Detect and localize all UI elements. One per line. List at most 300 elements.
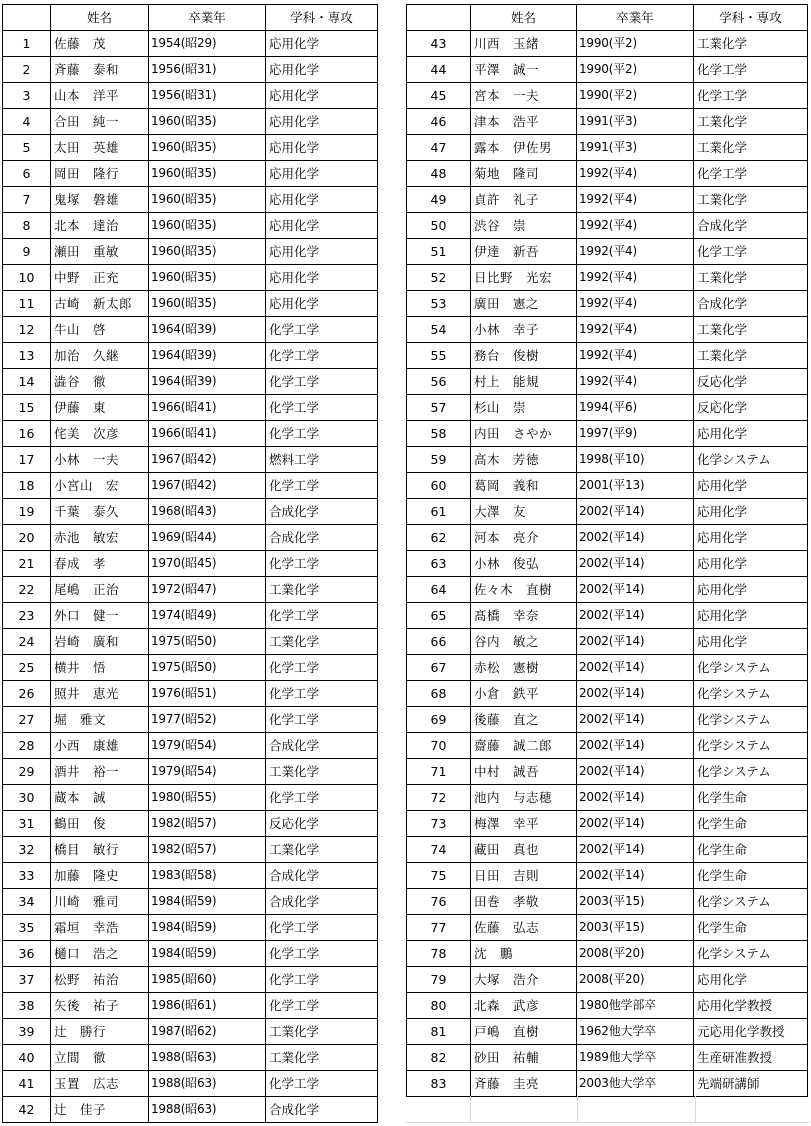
person-name: 尾嶋 正治 bbox=[51, 577, 149, 603]
graduation-year: 1992(平4) bbox=[577, 291, 694, 317]
table-row bbox=[3, 135, 378, 161]
table-row bbox=[3, 889, 378, 915]
row-number: 24 bbox=[3, 629, 51, 655]
person-name: 小倉 鉄平 bbox=[471, 681, 577, 707]
graduation-year: 1992(平4) bbox=[577, 317, 694, 343]
table-row bbox=[407, 395, 808, 421]
person-name: 外口 健一 bbox=[51, 603, 149, 629]
person-name: 平澤 誠一 bbox=[471, 57, 577, 83]
graduation-year: 1988(昭63) bbox=[149, 1097, 266, 1123]
table-row bbox=[407, 31, 808, 57]
table-row bbox=[3, 161, 378, 187]
graduation-year: 1976(昭51) bbox=[149, 681, 266, 707]
table-row bbox=[3, 239, 378, 265]
department: 応用化学 bbox=[266, 161, 378, 187]
header-no bbox=[407, 5, 471, 31]
row-number: 27 bbox=[3, 707, 51, 733]
graduation-year: 1960(昭35) bbox=[149, 109, 266, 135]
header-row bbox=[3, 5, 378, 31]
department: 化学生命 bbox=[694, 837, 808, 863]
person-name: 酒井 裕一 bbox=[51, 759, 149, 785]
person-name: 戸嶋 直樹 bbox=[471, 1019, 577, 1045]
department: 合成化学 bbox=[266, 1097, 378, 1123]
department: 応用化学 bbox=[694, 421, 808, 447]
table-body-right bbox=[407, 31, 808, 1097]
row-number: 10 bbox=[3, 265, 51, 291]
table-row bbox=[407, 187, 808, 213]
department: 応用化学 bbox=[694, 577, 808, 603]
graduation-year: 1979(昭54) bbox=[149, 733, 266, 759]
graduation-year: 1960(昭35) bbox=[149, 187, 266, 213]
person-name: 砂田 祐輔 bbox=[471, 1045, 577, 1071]
department: 工業化学 bbox=[266, 759, 378, 785]
row-number: 70 bbox=[407, 733, 471, 759]
row-number: 69 bbox=[407, 707, 471, 733]
department: 化学システム bbox=[694, 655, 808, 681]
department: 化学工学 bbox=[266, 473, 378, 499]
department: 化学工学 bbox=[266, 421, 378, 447]
department: 化学システム bbox=[694, 889, 808, 915]
graduation-year: 1960(昭35) bbox=[149, 239, 266, 265]
table-row bbox=[3, 577, 378, 603]
person-name: 加藤 隆史 bbox=[51, 863, 149, 889]
table-row bbox=[3, 343, 378, 369]
table-row bbox=[3, 525, 378, 551]
graduation-year: 1991(平3) bbox=[577, 135, 694, 161]
department: 化学工学 bbox=[266, 915, 378, 941]
row-number: 73 bbox=[407, 811, 471, 837]
table-row bbox=[3, 785, 378, 811]
person-name: 侘美 次彦 bbox=[51, 421, 149, 447]
graduation-year: 2002(平14) bbox=[577, 577, 694, 603]
row-number: 67 bbox=[407, 655, 471, 681]
department: 合成化学 bbox=[694, 213, 808, 239]
row-number: 9 bbox=[3, 239, 51, 265]
row-number: 78 bbox=[407, 941, 471, 967]
graduation-year: 1960(昭35) bbox=[149, 161, 266, 187]
alumni-table-right bbox=[406, 4, 808, 1097]
graduation-year: 2002(平14) bbox=[577, 525, 694, 551]
person-name: 春成 孝 bbox=[51, 551, 149, 577]
table-row bbox=[3, 759, 378, 785]
person-name: 堀 雅文 bbox=[51, 707, 149, 733]
person-name: 髙橋 幸奈 bbox=[471, 603, 577, 629]
row-number: 56 bbox=[407, 369, 471, 395]
row-number: 38 bbox=[3, 993, 51, 1019]
department: 化学工学 bbox=[266, 785, 378, 811]
row-number: 81 bbox=[407, 1019, 471, 1045]
row-number: 17 bbox=[3, 447, 51, 473]
department: 化学工学 bbox=[266, 317, 378, 343]
department: 応用化学教授 bbox=[694, 993, 808, 1019]
department: 工業化学 bbox=[694, 109, 808, 135]
table-row bbox=[407, 447, 808, 473]
table-row bbox=[407, 83, 808, 109]
table-row bbox=[3, 707, 378, 733]
person-name: 宮本 一夫 bbox=[471, 83, 577, 109]
person-name: 鬼塚 磐雄 bbox=[51, 187, 149, 213]
table-row bbox=[3, 629, 378, 655]
header-year: 卒業年 bbox=[149, 5, 266, 31]
person-name: 池内 与志穂 bbox=[471, 785, 577, 811]
table-row bbox=[407, 1019, 808, 1045]
department: 応用化学 bbox=[266, 265, 378, 291]
person-name: 田巻 孝敬 bbox=[471, 889, 577, 915]
person-name: 内田 さやか bbox=[471, 421, 577, 447]
row-number: 83 bbox=[407, 1071, 471, 1097]
department: 化学システム bbox=[694, 733, 808, 759]
person-name: 川西 玉緒 bbox=[471, 31, 577, 57]
person-name: 大澤 友 bbox=[471, 499, 577, 525]
person-name: 瀬田 重敏 bbox=[51, 239, 149, 265]
row-number: 22 bbox=[3, 577, 51, 603]
person-name: 岡田 隆行 bbox=[51, 161, 149, 187]
person-name: 谷内 敏之 bbox=[471, 629, 577, 655]
row-number: 4 bbox=[3, 109, 51, 135]
department: 応用化学 bbox=[266, 109, 378, 135]
graduation-year: 1964(昭39) bbox=[149, 343, 266, 369]
person-name: 渋谷 崇 bbox=[471, 213, 577, 239]
row-number: 30 bbox=[3, 785, 51, 811]
row-number: 28 bbox=[3, 733, 51, 759]
department: 化学システム bbox=[694, 759, 808, 785]
person-name: 梅澤 幸平 bbox=[471, 811, 577, 837]
table-row bbox=[407, 317, 808, 343]
table-row bbox=[3, 473, 378, 499]
row-number: 8 bbox=[3, 213, 51, 239]
row-number: 48 bbox=[407, 161, 471, 187]
row-number: 60 bbox=[407, 473, 471, 499]
table-row bbox=[407, 499, 808, 525]
department: 工業化学 bbox=[266, 1019, 378, 1045]
graduation-year: 1960(昭35) bbox=[149, 265, 266, 291]
graduation-year: 2002(平14) bbox=[577, 603, 694, 629]
graduation-year: 1992(平4) bbox=[577, 239, 694, 265]
row-number: 62 bbox=[407, 525, 471, 551]
department: 応用化学 bbox=[266, 57, 378, 83]
department: 応用化学 bbox=[266, 213, 378, 239]
department: 応用化学 bbox=[266, 31, 378, 57]
row-number: 36 bbox=[3, 941, 51, 967]
row-number: 47 bbox=[407, 135, 471, 161]
graduation-year: 2002(平14) bbox=[577, 837, 694, 863]
row-number: 79 bbox=[407, 967, 471, 993]
table-row bbox=[3, 941, 378, 967]
department: 反応化学 bbox=[266, 811, 378, 837]
graduation-year: 1970(昭45) bbox=[149, 551, 266, 577]
graduation-year: 1988(昭63) bbox=[149, 1045, 266, 1071]
person-name: 中野 正充 bbox=[51, 265, 149, 291]
department: 燃料工学 bbox=[266, 447, 378, 473]
person-name: 葛岡 義和 bbox=[471, 473, 577, 499]
row-number: 43 bbox=[407, 31, 471, 57]
department: 応用化学 bbox=[266, 239, 378, 265]
department: 合成化学 bbox=[694, 291, 808, 317]
row-number: 32 bbox=[3, 837, 51, 863]
table-row bbox=[3, 395, 378, 421]
person-name: 松野 祐治 bbox=[51, 967, 149, 993]
row-number: 14 bbox=[3, 369, 51, 395]
graduation-year: 1980(昭55) bbox=[149, 785, 266, 811]
row-number: 33 bbox=[3, 863, 51, 889]
table-row bbox=[407, 369, 808, 395]
row-number: 13 bbox=[3, 343, 51, 369]
department: 化学工学 bbox=[266, 967, 378, 993]
person-name: 澁谷 徹 bbox=[51, 369, 149, 395]
person-name: 橋目 敏行 bbox=[51, 837, 149, 863]
graduation-year: 2001(平13) bbox=[577, 473, 694, 499]
department: 工業化学 bbox=[266, 577, 378, 603]
graduation-year: 1992(平4) bbox=[577, 187, 694, 213]
department: 化学生命 bbox=[694, 915, 808, 941]
department: 工業化学 bbox=[694, 31, 808, 57]
department: 化学工学 bbox=[266, 343, 378, 369]
table-row bbox=[3, 265, 378, 291]
department: 元応用化学教授 bbox=[694, 1019, 808, 1045]
department: 応用化学 bbox=[266, 135, 378, 161]
department: 応用化学 bbox=[694, 525, 808, 551]
graduation-year: 1972(昭47) bbox=[149, 577, 266, 603]
row-number: 64 bbox=[407, 577, 471, 603]
table-row bbox=[407, 239, 808, 265]
graduation-year: 1975(昭50) bbox=[149, 655, 266, 681]
person-name: 露本 伊佐男 bbox=[471, 135, 577, 161]
person-name: 川崎 雅司 bbox=[51, 889, 149, 915]
graduation-year: 2002(平14) bbox=[577, 863, 694, 889]
row-number: 19 bbox=[3, 499, 51, 525]
table-row bbox=[407, 343, 808, 369]
table-row bbox=[3, 655, 378, 681]
row-number: 23 bbox=[3, 603, 51, 629]
row-number: 3 bbox=[3, 83, 51, 109]
person-name: 蔵本 誠 bbox=[51, 785, 149, 811]
row-number: 20 bbox=[3, 525, 51, 551]
person-name: 太田 英雄 bbox=[51, 135, 149, 161]
graduation-year: 1990(平2) bbox=[577, 83, 694, 109]
department: 化学工学 bbox=[266, 395, 378, 421]
department: 先端研講師 bbox=[694, 1071, 808, 1097]
department: 工業化学 bbox=[266, 1045, 378, 1071]
row-number: 11 bbox=[3, 291, 51, 317]
table-row bbox=[407, 863, 808, 889]
table-row bbox=[407, 551, 808, 577]
person-name: 北森 武彦 bbox=[471, 993, 577, 1019]
table-row bbox=[3, 551, 378, 577]
graduation-year: 1983(昭58) bbox=[149, 863, 266, 889]
row-number: 74 bbox=[407, 837, 471, 863]
department: 化学工学 bbox=[266, 551, 378, 577]
graduation-year: 1969(昭44) bbox=[149, 525, 266, 551]
person-name: 斉藤 圭亮 bbox=[471, 1071, 577, 1097]
department: 工業化学 bbox=[694, 187, 808, 213]
header-row bbox=[407, 5, 808, 31]
graduation-year: 1960(昭35) bbox=[149, 291, 266, 317]
graduation-year: 2002(平14) bbox=[577, 785, 694, 811]
department: 合成化学 bbox=[266, 525, 378, 551]
row-number: 18 bbox=[3, 473, 51, 499]
empty-sheet-row bbox=[406, 1096, 810, 1123]
graduation-year: 1975(昭50) bbox=[149, 629, 266, 655]
graduation-year: 2002(平14) bbox=[577, 707, 694, 733]
table-row bbox=[407, 837, 808, 863]
department: 工業化学 bbox=[266, 837, 378, 863]
department: 化学システム bbox=[694, 941, 808, 967]
row-number: 42 bbox=[3, 1097, 51, 1123]
graduation-year: 1982(昭57) bbox=[149, 837, 266, 863]
department: 応用化学 bbox=[694, 499, 808, 525]
table-row bbox=[3, 421, 378, 447]
table-body-left bbox=[3, 31, 378, 1123]
department: 化学生命 bbox=[694, 811, 808, 837]
table-row bbox=[407, 1071, 808, 1097]
table-row bbox=[407, 993, 808, 1019]
graduation-year: 1990(平2) bbox=[577, 57, 694, 83]
department: 合成化学 bbox=[266, 863, 378, 889]
department: 工業化学 bbox=[266, 629, 378, 655]
person-name: 小西 康雄 bbox=[51, 733, 149, 759]
header-no bbox=[3, 5, 51, 31]
department: 工業化学 bbox=[694, 317, 808, 343]
table-row bbox=[407, 57, 808, 83]
table-row bbox=[3, 967, 378, 993]
graduation-year: 2003(平15) bbox=[577, 915, 694, 941]
graduation-year: 1962他大学卒 bbox=[577, 1019, 694, 1045]
table-row bbox=[3, 837, 378, 863]
person-name: 赤池 敏宏 bbox=[51, 525, 149, 551]
table-row bbox=[407, 109, 808, 135]
graduation-year: 1966(昭41) bbox=[149, 395, 266, 421]
row-number: 46 bbox=[407, 109, 471, 135]
graduation-year: 1966(昭41) bbox=[149, 421, 266, 447]
header-name: 姓名 bbox=[51, 5, 149, 31]
header-name: 姓名 bbox=[471, 5, 577, 31]
row-number: 2 bbox=[3, 57, 51, 83]
graduation-year: 1956(昭31) bbox=[149, 83, 266, 109]
department: 化学システム bbox=[694, 447, 808, 473]
table-row bbox=[3, 291, 378, 317]
graduation-year: 1992(平4) bbox=[577, 343, 694, 369]
header-dept: 学科・専攻 bbox=[266, 5, 378, 31]
graduation-year: 2002(平14) bbox=[577, 499, 694, 525]
row-number: 58 bbox=[407, 421, 471, 447]
person-name: 齋藤 誠二郎 bbox=[471, 733, 577, 759]
table-row bbox=[407, 213, 808, 239]
graduation-year: 1988(昭63) bbox=[149, 1071, 266, 1097]
person-name: 矢後 祐子 bbox=[51, 993, 149, 1019]
header-dept: 学科・専攻 bbox=[694, 5, 808, 31]
table-row bbox=[3, 57, 378, 83]
person-name: 佐藤 茂 bbox=[51, 31, 149, 57]
table-row bbox=[407, 759, 808, 785]
department: 合成化学 bbox=[266, 889, 378, 915]
table-row bbox=[407, 681, 808, 707]
row-number: 54 bbox=[407, 317, 471, 343]
department: 化学工学 bbox=[694, 83, 808, 109]
row-number: 80 bbox=[407, 993, 471, 1019]
table-row bbox=[407, 733, 808, 759]
person-name: 北本 達治 bbox=[51, 213, 149, 239]
person-name: 加治 久継 bbox=[51, 343, 149, 369]
graduation-year: 1989他大学卒 bbox=[577, 1045, 694, 1071]
row-number: 55 bbox=[407, 343, 471, 369]
row-number: 5 bbox=[3, 135, 51, 161]
person-name: 村上 能規 bbox=[471, 369, 577, 395]
person-name: 小林 幸子 bbox=[471, 317, 577, 343]
graduation-year: 1980他学部卒 bbox=[577, 993, 694, 1019]
department: 応用化学 bbox=[266, 83, 378, 109]
table-row bbox=[407, 915, 808, 941]
table-row bbox=[3, 83, 378, 109]
person-name: 古崎 新太郎 bbox=[51, 291, 149, 317]
graduation-year: 1998(平10) bbox=[577, 447, 694, 473]
person-name: 立間 徹 bbox=[51, 1045, 149, 1071]
row-number: 49 bbox=[407, 187, 471, 213]
row-number: 29 bbox=[3, 759, 51, 785]
row-number: 51 bbox=[407, 239, 471, 265]
graduation-year: 1979(昭54) bbox=[149, 759, 266, 785]
table-row bbox=[3, 213, 378, 239]
person-name: 玉置 広志 bbox=[51, 1071, 149, 1097]
graduation-year: 1982(昭57) bbox=[149, 811, 266, 837]
person-name: 横井 悟 bbox=[51, 655, 149, 681]
table-row bbox=[407, 525, 808, 551]
table-row bbox=[3, 915, 378, 941]
person-name: 高木 芳徳 bbox=[471, 447, 577, 473]
department: 応用化学 bbox=[266, 291, 378, 317]
graduation-year: 2002(平14) bbox=[577, 681, 694, 707]
graduation-year: 1954(昭29) bbox=[149, 31, 266, 57]
alumni-table-left bbox=[2, 4, 378, 1123]
table-row bbox=[3, 499, 378, 525]
row-number: 75 bbox=[407, 863, 471, 889]
table-row bbox=[3, 681, 378, 707]
table-row bbox=[407, 603, 808, 629]
header-year: 卒業年 bbox=[577, 5, 694, 31]
row-number: 7 bbox=[3, 187, 51, 213]
table-row bbox=[407, 811, 808, 837]
person-name: 樋口 浩之 bbox=[51, 941, 149, 967]
person-name: 菊地 隆司 bbox=[471, 161, 577, 187]
table-row bbox=[3, 187, 378, 213]
graduation-year: 1990(平2) bbox=[577, 31, 694, 57]
person-name: 斉藤 泰和 bbox=[51, 57, 149, 83]
department: 化学工学 bbox=[266, 655, 378, 681]
person-name: 千葉 泰久 bbox=[51, 499, 149, 525]
graduation-year: 2003他大学卒 bbox=[577, 1071, 694, 1097]
row-number: 34 bbox=[3, 889, 51, 915]
table-row bbox=[407, 421, 808, 447]
table-row bbox=[407, 1045, 808, 1071]
department: 化学生命 bbox=[694, 785, 808, 811]
row-number: 40 bbox=[3, 1045, 51, 1071]
row-number: 82 bbox=[407, 1045, 471, 1071]
graduation-year: 1992(平4) bbox=[577, 161, 694, 187]
row-number: 25 bbox=[3, 655, 51, 681]
person-name: 貞許 礼子 bbox=[471, 187, 577, 213]
table-row bbox=[3, 1097, 378, 1123]
person-name: 中村 誠吾 bbox=[471, 759, 577, 785]
row-number: 59 bbox=[407, 447, 471, 473]
department: 化学工学 bbox=[694, 57, 808, 83]
graduation-year: 2003(平15) bbox=[577, 889, 694, 915]
column-gap bbox=[380, 4, 406, 1122]
table-row bbox=[407, 161, 808, 187]
graduation-year: 2008(平20) bbox=[577, 941, 694, 967]
department: 反応化学 bbox=[694, 395, 808, 421]
row-number: 50 bbox=[407, 213, 471, 239]
department: 化学工学 bbox=[266, 993, 378, 1019]
row-number: 63 bbox=[407, 551, 471, 577]
